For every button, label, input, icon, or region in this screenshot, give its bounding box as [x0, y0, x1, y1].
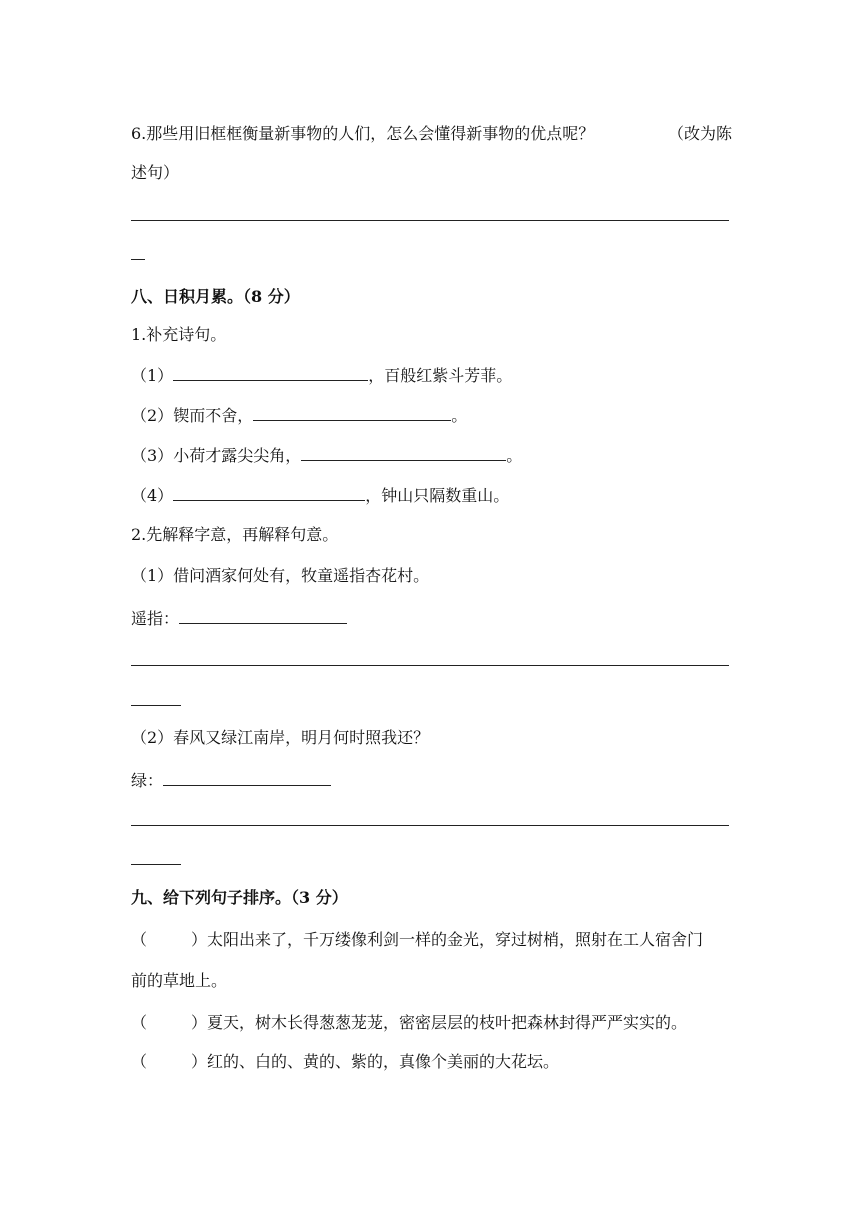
order-item-3-text: 红的、白的、黄的、紫的，真像个美丽的大花坛。: [207, 1052, 560, 1071]
poem-item-3-num: （3）: [131, 446, 174, 465]
q6-answer-line[interactable]: [131, 220, 729, 221]
section9-title: 九、给下列句子排序。（3 分）: [131, 888, 348, 907]
order-item-2: [131, 1013, 687, 1033]
poem-item-3-before: 小荷才露尖尖角，: [173, 446, 302, 465]
order-item-1-close: ）: [191, 930, 208, 949]
q8-2-sub1-line: （1）借问酒家何处有，牧童遥指杏花村。: [131, 566, 430, 585]
poem-item-2-blank[interactable]: [253, 405, 451, 421]
poem-item-3-after: 。: [506, 446, 523, 465]
section8-title: 八、日积月累。（8 分）: [131, 287, 300, 306]
q8-2-sub1-label: 遥指：: [131, 609, 180, 628]
order-item-2-open: （: [131, 1013, 148, 1032]
q8-2-intro: 2.先解释字意，再解释句意。: [131, 525, 339, 544]
order-item-1-text: 太阳出来了，千万缕像利剑一样的金光，穿过树梢，照射在工人宿舍门: [207, 930, 704, 949]
order-item-3: [131, 1052, 559, 1072]
order-item-2-text: 夏天，树木长得葱葱茏茏，密密层层的枝叶把森林封得严严实实的。: [207, 1013, 688, 1032]
poem-item-1: [131, 365, 512, 386]
q6-answer-line-cont[interactable]: [131, 259, 145, 260]
q8-2-sub1-word: [131, 608, 347, 629]
order-item-2-close: ）: [191, 1013, 208, 1032]
q6-instruction: （改为陈: [668, 124, 733, 143]
poem-item-1-blank[interactable]: [173, 365, 368, 381]
poem-item-1-after: ，百般红紫斗芳菲。: [368, 366, 513, 385]
q8-1-intro: 1.补充诗句。: [131, 325, 227, 344]
q8-2-sub2-line: （2）春风又绿江南岸，明月何时照我还？: [131, 728, 430, 747]
q8-2-sub2-sentence-line[interactable]: [131, 825, 729, 826]
q8-2-sub2-word: [131, 770, 331, 791]
order-item-3-close: ）: [191, 1052, 208, 1071]
order-item-1: [131, 930, 703, 950]
q6-instruction-cont: 述句）: [131, 163, 180, 182]
q8-2-sub2-label: 绿：: [131, 771, 164, 790]
poem-item-3: [131, 445, 522, 466]
order-item-1-open: （: [131, 930, 148, 949]
poem-item-2-before: 锲而不舍，: [173, 406, 254, 425]
poem-item-4-blank[interactable]: [173, 485, 365, 501]
q8-2-sub2-sentence-line-cont[interactable]: [131, 864, 181, 865]
poem-item-4-after: ，钟山只隔数重山。: [365, 486, 510, 505]
q6-text: 6.那些用旧框框衡量新事物的人们，怎么会懂得新事物的优点呢？: [131, 124, 595, 143]
poem-item-2: [131, 405, 467, 426]
q8-2-sub1-sentence-line[interactable]: [131, 665, 729, 666]
q6-prompt: [131, 124, 594, 144]
poem-item-2-after: 。: [451, 406, 468, 425]
poem-item-3-blank[interactable]: [301, 445, 506, 461]
poem-item-2-num: （2）: [131, 406, 174, 425]
poem-item-1-num: （1）: [131, 366, 174, 385]
q8-2-sub1-sentence-line-cont[interactable]: [131, 705, 181, 706]
poem-item-4-num: （4）: [131, 486, 174, 505]
q8-2-sub2-word-blank[interactable]: [163, 770, 331, 786]
order-item-1-cont: 前的草地上。: [131, 971, 228, 990]
poem-item-4: [131, 485, 509, 506]
q8-2-sub1-word-blank[interactable]: [179, 608, 347, 624]
order-item-3-open: （: [131, 1052, 148, 1071]
